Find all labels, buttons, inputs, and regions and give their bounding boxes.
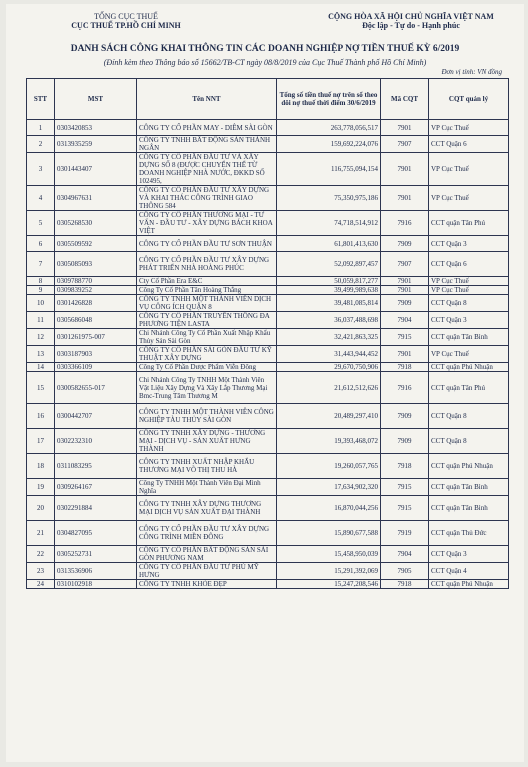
cell-amount: 61,801,413,630 <box>277 236 381 252</box>
table-row <box>27 277 509 286</box>
table-header-row <box>27 79 509 120</box>
cell-stt: 21 <box>27 521 55 546</box>
cell-manager: CCT Quận 3 <box>429 236 509 252</box>
national-motto <box>306 12 516 30</box>
cell-stt: 7 <box>27 252 55 277</box>
cell-stt: 16 <box>27 404 55 429</box>
cell-mst: 0304967631 <box>55 186 137 211</box>
cell-stt: 23 <box>27 563 55 580</box>
motto-line-2: Độc lập - Tự do - Hạnh phúc <box>362 21 460 30</box>
cell-stt: 24 <box>27 580 55 589</box>
table-row <box>27 496 509 521</box>
cell-amount: 29,670,750,906 <box>277 363 381 372</box>
cell-manager: CCT Quận 3 <box>429 312 509 329</box>
cell-name: CÔNG TY CỔ PHẦN ĐẦU TƯ XÂY DỰNG CÔNG TRÌNH MIỀN ĐÔNG <box>137 521 277 546</box>
cell-name: Công Ty Cổ Phần Tân Hoàng Thắng <box>137 286 277 295</box>
table-row <box>27 153 509 186</box>
table-row <box>27 252 509 277</box>
cell-mst: 0300582655-017 <box>55 372 137 404</box>
cell-manager: CCT quận Tân Phú <box>429 211 509 236</box>
cell-manager: VP Cục Thuế <box>429 277 509 286</box>
table-row <box>27 404 509 429</box>
cell-cqt: 7901 <box>381 277 429 286</box>
table-row <box>27 312 509 329</box>
cell-manager: CCT quận Tân Bình <box>429 479 509 496</box>
cell-stt: 9 <box>27 286 55 295</box>
document-subtitle: (Đính kèm theo Thông báo số 15662/TB-CT ngày 08/8/2019 của Cục Thuế Thành phố Hồ Chí Minh) <box>103 58 427 67</box>
cell-amount: 32,421,863,325 <box>277 329 381 346</box>
table-row <box>27 186 509 211</box>
cell-name: Cty Cổ Phần Era E&C <box>137 277 277 286</box>
cell-cqt: 7915 <box>381 329 429 346</box>
cell-manager: VP Cục Thuế <box>429 120 509 136</box>
cell-amount: 36,037,488,698 <box>277 312 381 329</box>
cell-manager: CCT Quận 8 <box>429 429 509 454</box>
cell-cqt: 7909 <box>381 429 429 454</box>
unit-note: Đơn vị tính: VN đồng <box>441 68 502 76</box>
table-row <box>27 120 509 136</box>
cell-manager: CCT quận Phú Nhuận <box>429 363 509 372</box>
cell-cqt: 7904 <box>381 312 429 329</box>
cell-amount: 16,870,044,256 <box>277 496 381 521</box>
table-row <box>27 580 509 589</box>
cell-name: Công Ty TNHH Một Thành Viên Đại Minh Nghĩa <box>137 479 277 496</box>
cell-manager: VP Cục Thuế <box>429 153 509 186</box>
cell-cqt: 7901 <box>381 286 429 295</box>
table-row <box>27 479 509 496</box>
cell-mst: 0311083295 <box>55 454 137 479</box>
cell-cqt: 7918 <box>381 454 429 479</box>
cell-mst: 0302291884 <box>55 496 137 521</box>
cell-stt: 10 <box>27 295 55 312</box>
cell-cqt: 7901 <box>381 186 429 211</box>
cell-cqt: 7909 <box>381 236 429 252</box>
cell-manager: CCT Quận 6 <box>429 136 509 153</box>
cell-manager: CCT quận Tân Phú <box>429 372 509 404</box>
cell-name: CÔNG TY CỔ PHẦN MAY - DIÊM SÀI GÒN <box>137 120 277 136</box>
cell-stt: 2 <box>27 136 55 153</box>
cell-mst: 0301443407 <box>55 153 137 186</box>
table-body <box>27 120 509 589</box>
issuer-header <box>46 12 206 30</box>
cell-amount: 15,890,677,588 <box>277 521 381 546</box>
cell-amount: 116,755,094,154 <box>277 153 381 186</box>
cell-manager: CCT Quận 4 <box>429 563 509 580</box>
cell-stt: 17 <box>27 429 55 454</box>
cell-name: CÔNG TY CỔ PHẦN ĐẦU TƯ XÂY DỰNG VÀ KHAI THÁC CÔNG TRÌNH GIAO THÔNG 584 <box>137 186 277 211</box>
col-header-mst: MST <box>55 79 137 120</box>
cell-name: CÔNG TY TNHH XUẤT NHẬP KHẨU THƯƠNG MẠI VÕ THỊ THU HÀ <box>137 454 277 479</box>
cell-name: CÔNG TY TNHH MỘT THÀNH VIÊN DỊCH VỤ CÔNG ÍCH QUẬN 8 <box>137 295 277 312</box>
cell-amount: 39,499,989,638 <box>277 286 381 295</box>
cell-amount: 15,247,208,546 <box>277 580 381 589</box>
cell-cqt: 7915 <box>381 496 429 521</box>
cell-name: CÔNG TY TNHH XÂY DỰNG - THƯƠNG MẠI - DỊCH VỤ - SẢN XUẤT HƯNG THÀNH <box>137 429 277 454</box>
cell-amount: 20,489,297,410 <box>277 404 381 429</box>
cell-mst: 0309839252 <box>55 286 137 295</box>
cell-cqt: 7901 <box>381 153 429 186</box>
cell-mst: 0305686048 <box>55 312 137 329</box>
cell-mst: 0303420853 <box>55 120 137 136</box>
cell-stt: 3 <box>27 153 55 186</box>
cell-amount: 21,612,512,626 <box>277 372 381 404</box>
table-row <box>27 295 509 312</box>
cell-name: CÔNG TY CỔ PHẦN TRUYỀN THÔNG ĐA PHƯƠNG TIỆN LASTA <box>137 312 277 329</box>
cell-mst: 0301426828 <box>55 295 137 312</box>
table-row <box>27 236 509 252</box>
cell-name: CÔNG TY TNHH MỘT THÀNH VIÊN CÔNG NGHIỆP TÀU THỦY SÀI GÒN <box>137 404 277 429</box>
cell-cqt: 7919 <box>381 521 429 546</box>
col-header-stt: STT <box>27 79 55 120</box>
cell-amount: 19,260,057,765 <box>277 454 381 479</box>
cell-amount: 159,692,224,076 <box>277 136 381 153</box>
issuer-line-2: CỤC THUẾ TP.HỒ CHÍ MINH <box>71 21 181 30</box>
table-row <box>27 429 509 454</box>
cell-amount: 19,393,468,072 <box>277 429 381 454</box>
cell-manager: CCT quận Phú Nhuận <box>429 580 509 589</box>
cell-mst: 0304827095 <box>55 521 137 546</box>
cell-amount: 17,634,902,320 <box>277 479 381 496</box>
cell-manager: VP Cục Thuế <box>429 286 509 295</box>
table-row <box>27 346 509 363</box>
table-row <box>27 563 509 580</box>
table-row <box>27 286 509 295</box>
cell-mst: 0310102918 <box>55 580 137 589</box>
cell-amount: 263,778,056,517 <box>277 120 381 136</box>
table-row <box>27 546 509 563</box>
cell-manager: VP Cục Thuế <box>429 186 509 211</box>
cell-mst: 0313935259 <box>55 136 137 153</box>
cell-cqt: 7904 <box>381 546 429 563</box>
cell-stt: 5 <box>27 211 55 236</box>
cell-cqt: 7901 <box>381 120 429 136</box>
cell-name: Chi Nhánh Công Ty TNHH Một Thành Viên Vật Liệu Xây Dựng Và Xây Lắp Thương Mại Bmc-Trung Tâm Thương M <box>137 372 277 404</box>
cell-cqt: 7901 <box>381 346 429 363</box>
cell-mst: 0313536906 <box>55 563 137 580</box>
cell-manager: CCT Quận 3 <box>429 546 509 563</box>
cell-name: CÔNG TY CỔ PHẦN ĐẦU TƯ PHÚ MỸ HƯNG <box>137 563 277 580</box>
cell-stt: 13 <box>27 346 55 363</box>
cell-manager: CCT Quận 8 <box>429 404 509 429</box>
table-row <box>27 329 509 346</box>
cell-mst: 0305268530 <box>55 211 137 236</box>
cell-stt: 1 <box>27 120 55 136</box>
table-row <box>27 372 509 404</box>
cell-mst: 0305085093 <box>55 252 137 277</box>
cell-stt: 8 <box>27 277 55 286</box>
table-row <box>27 136 509 153</box>
cell-name: CÔNG TY CỔ PHẦN BẤT ĐỘNG SẢN SÀI GÒN PHƯƠNG NAM <box>137 546 277 563</box>
cell-mst: 0305509592 <box>55 236 137 252</box>
table-row <box>27 363 509 372</box>
cell-name: Công Ty Cổ Phần Dược Phẩm Viễn Đông <box>137 363 277 372</box>
cell-name: CÔNG TY CỔ PHẦN ĐẦU TƯ VÀ XÂY DỰNG SỐ 8 (ĐƯỢC CHUYỂN THỂ TỪ DOANH NGHIỆP NHÀ NƯỚC, ĐKKD SỐ 102495, <box>137 153 277 186</box>
cell-mst: 0305252731 <box>55 546 137 563</box>
cell-manager: CCT quận Tân Bình <box>429 329 509 346</box>
cell-stt: 15 <box>27 372 55 404</box>
cell-stt: 19 <box>27 479 55 496</box>
cell-mst: 0301261975-007 <box>55 329 137 346</box>
issuer-line-1: TỔNG CỤC THUẾ <box>94 12 158 21</box>
cell-manager: CCT Quận 6 <box>429 252 509 277</box>
cell-cqt: 7909 <box>381 404 429 429</box>
cell-name: Chi Nhánh Công Ty Cổ Phần Xuất Nhập Khẩu Thủy Sản Sài Gòn <box>137 329 277 346</box>
table-row <box>27 521 509 546</box>
cell-amount: 50,059,817,277 <box>277 277 381 286</box>
cell-cqt: 7916 <box>381 372 429 404</box>
cell-name: CÔNG TY CỔ PHẦN ĐẦU TƯ SƠN THUẬN <box>137 236 277 252</box>
table-row <box>27 454 509 479</box>
cell-name: CÔNG TY CỔ PHẦN THƯƠNG MẠI - TƯ VẤN - ĐẦU TƯ - XÂY DỰNG BÁCH KHOA VIỆT <box>137 211 277 236</box>
cell-cqt: 7909 <box>381 295 429 312</box>
cell-manager: CCT quận Thủ Đức <box>429 521 509 546</box>
col-header-amount: Tổng số tiền thuế nợ trên sổ theo dõi nợ thuế thời điểm 30/6/2019 <box>277 79 381 120</box>
document-page <box>6 4 524 762</box>
cell-name: CÔNG TY TNHH KHỎE ĐẸP <box>137 580 277 589</box>
cell-mst: 0303366109 <box>55 363 137 372</box>
cell-manager: VP Cục Thuế <box>429 346 509 363</box>
cell-manager: CCT quận Tân Bình <box>429 496 509 521</box>
cell-mst: 0309788770 <box>55 277 137 286</box>
cell-stt: 4 <box>27 186 55 211</box>
cell-amount: 31,443,944,452 <box>277 346 381 363</box>
cell-cqt: 7907 <box>381 136 429 153</box>
col-header-manager: CQT quản lý <box>429 79 509 120</box>
cell-stt: 6 <box>27 236 55 252</box>
cell-stt: 18 <box>27 454 55 479</box>
cell-amount: 75,350,975,186 <box>277 186 381 211</box>
table-row <box>27 211 509 236</box>
cell-stt: 11 <box>27 312 55 329</box>
document-title: DANH SÁCH CÔNG KHAI THÔNG TIN CÁC DOANH NGHIỆP NỢ TIỀN THUẾ KỲ 6/2019 <box>70 44 460 54</box>
cell-cqt: 7918 <box>381 580 429 589</box>
cell-amount: 74,718,514,912 <box>277 211 381 236</box>
cell-name: CÔNG TY CỔ PHẦN SÀI GÒN ĐẦU TƯ KỸ THUẬT XÂY DỰNG <box>137 346 277 363</box>
debtor-table <box>26 78 509 589</box>
cell-name: CÔNG TY TNHH BẤT ĐỘNG SẢN THÀNH NGÂN <box>137 136 277 153</box>
cell-cqt: 7907 <box>381 252 429 277</box>
col-header-cqt: Mã CQT <box>381 79 429 120</box>
cell-mst: 0300442707 <box>55 404 137 429</box>
cell-cqt: 7905 <box>381 563 429 580</box>
cell-manager: CCT quận Phú Nhuận <box>429 454 509 479</box>
cell-mst: 0303187903 <box>55 346 137 363</box>
cell-name: CÔNG TY CỔ PHẦN ĐẦU TƯ XÂY DỰNG PHÁT TRIỂN NHÀ HOÀNG PHÚC <box>137 252 277 277</box>
cell-cqt: 7916 <box>381 211 429 236</box>
cell-cqt: 7918 <box>381 363 429 372</box>
cell-amount: 15,458,950,039 <box>277 546 381 563</box>
cell-stt: 20 <box>27 496 55 521</box>
cell-mst: 0309264167 <box>55 479 137 496</box>
col-header-name: Tên NNT <box>137 79 277 120</box>
cell-cqt: 7915 <box>381 479 429 496</box>
cell-amount: 52,092,897,457 <box>277 252 381 277</box>
cell-name: CÔNG TY TNHH XÂY DỰNG THƯƠNG MẠI DỊCH VỤ SẢN XUẤT ĐẠI THÀNH <box>137 496 277 521</box>
cell-amount: 39,481,085,814 <box>277 295 381 312</box>
cell-stt: 22 <box>27 546 55 563</box>
cell-manager: CCT Quận 8 <box>429 295 509 312</box>
cell-stt: 12 <box>27 329 55 346</box>
motto-line-1: CỘNG HÒA XÃ HỘI CHỦ NGHĨA VIỆT NAM <box>328 12 494 21</box>
cell-stt: 14 <box>27 363 55 372</box>
cell-amount: 15,291,392,069 <box>277 563 381 580</box>
cell-mst: 0302232310 <box>55 429 137 454</box>
